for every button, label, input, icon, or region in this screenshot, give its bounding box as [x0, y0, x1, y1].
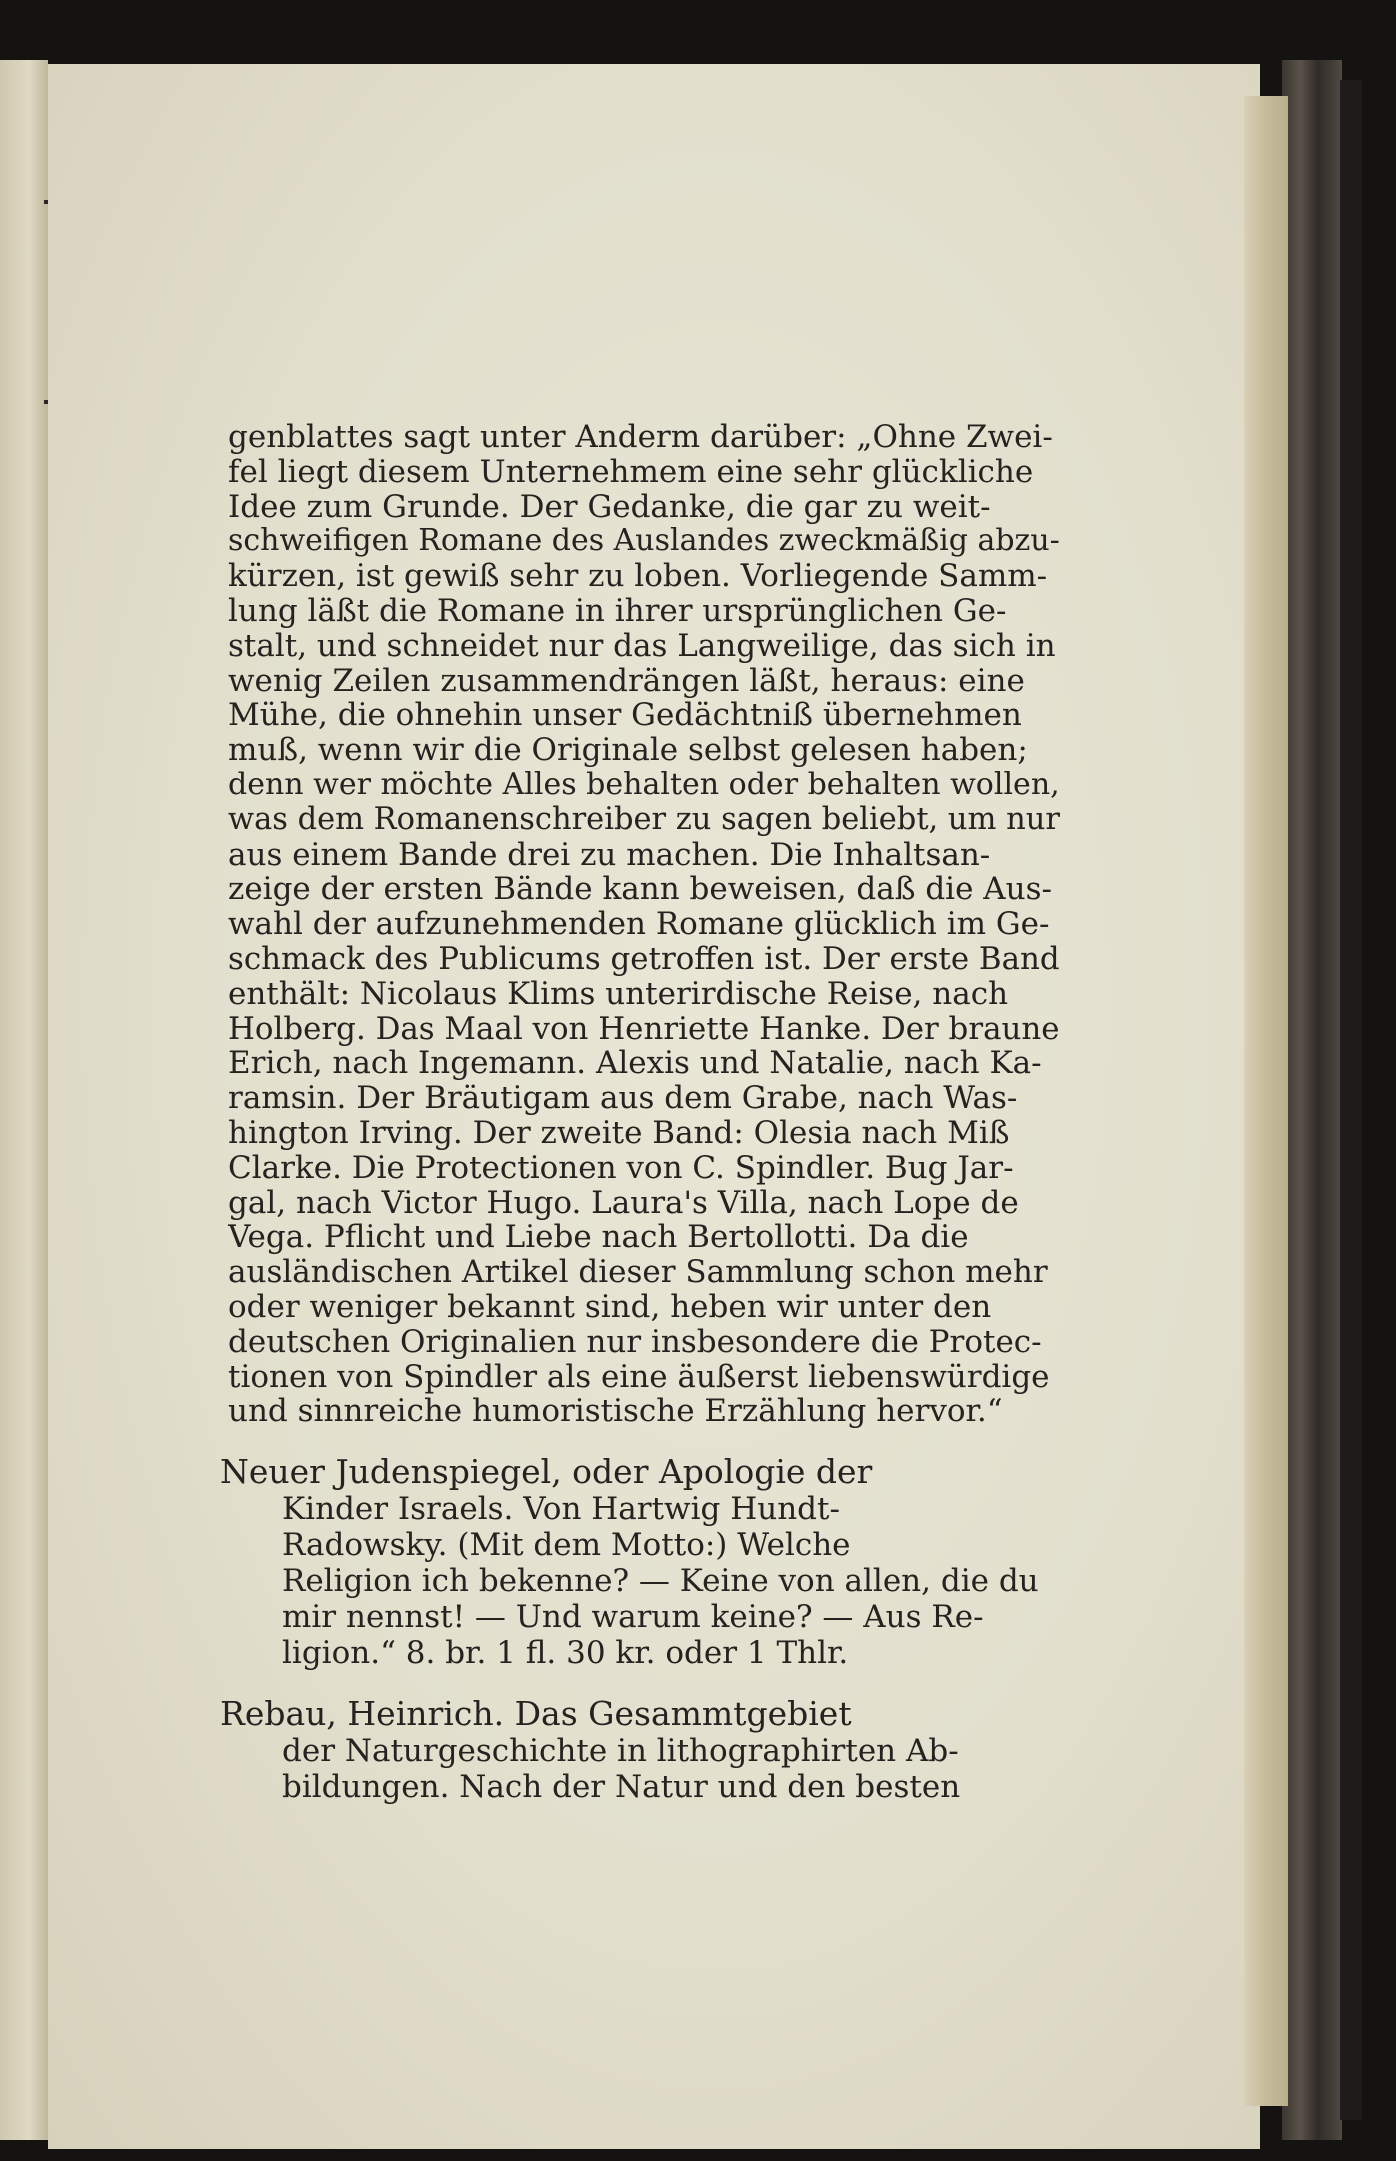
entry-line: mir nennst! — Und warum keine? — Aus Re-	[282, 1599, 984, 1636]
text-line: Mühe, die ohnehin unser Gedächtniß übernehmen	[228, 698, 1022, 734]
catalog-entry-judenspiegel	[220, 1452, 1060, 1672]
page-fore-edge	[1244, 96, 1288, 2106]
entry-line: Kinder Israels. Von Hartwig Hundt-	[282, 1491, 840, 1528]
text-line: Idee zum Grunde. Der Gedanke, die gar zu weit-	[228, 489, 991, 525]
text-line: was dem Romanenschreiber zu sagen beliebt, um nur	[228, 802, 1060, 837]
text-line: denn wer möchte Alles behalten oder behalten wollen,	[228, 767, 1060, 802]
binding-edge	[1340, 80, 1362, 2120]
page-text	[220, 420, 1060, 1806]
entry-line: Radowsky. (Mit dem Motto:) Welche	[282, 1527, 851, 1564]
entry-line: Religion ich bekenne? — Keine von allen, die du	[282, 1563, 1039, 1600]
book-spine	[1282, 60, 1342, 2140]
entry-heading-line: Rebau, Heinrich. Das Gesammtgebiet	[220, 1694, 852, 1734]
entry-line: bildungen. Nach der Natur und den besten	[282, 1769, 961, 1806]
text-line: enthält: Nicolaus Klims unterirdische Reise, nach	[228, 976, 1009, 1012]
text-line: wahl der aufzunehmenden Romane glücklich im Ge-	[228, 907, 1050, 942]
text-line: Holberg. Das Maal von Henriette Hanke. Der braune	[228, 1011, 1060, 1047]
text-line: Erich, nach Ingemann. Alexis und Natalie, nach Ka-	[228, 1046, 1042, 1082]
review-paragraph	[228, 420, 1060, 1429]
text-line: zeige der ersten Bände kann beweisen, daß die Aus-	[228, 872, 1053, 908]
text-line: genblattes sagt unter Anderm darüber: „Ohne Zwei-	[228, 420, 1053, 455]
entry-line: ligion.“ 8. br. 1 fl. 30 kr. oder 1 Thlr.	[282, 1635, 849, 1672]
text-line: fel liegt diesem Unternehmem eine sehr glückliche	[228, 454, 1034, 490]
text-line: tionen von Spindler als eine äußerst liebenswürdige	[228, 1359, 1050, 1395]
text-line: kürzen, ist gewiß sehr zu loben. Vorliegende Samm-	[228, 559, 1048, 594]
text-line: aus einem Bande drei zu machen. Die Inhaltsan-	[228, 837, 991, 873]
text-line: deutschen Originalien nur insbesondere die Protec-	[228, 1324, 1042, 1360]
catalog-entry-rebau	[220, 1694, 1060, 1806]
entry-line: der Naturgeschichte in lithographirten Ab-	[282, 1733, 959, 1770]
text-line: schmack des Publicums getroffen ist. Der erste Band	[228, 941, 1060, 977]
entry-heading-line: Neuer Judenspiegel, oder Apologie der	[220, 1452, 873, 1492]
text-line: wenig Zeilen zusammendrängen läßt, heraus: eine	[228, 663, 1025, 699]
text-line: gal, nach Victor Hugo. Laura's Villa, nach Lope de	[228, 1185, 1019, 1221]
previous-page-edge	[0, 60, 48, 2140]
text-line: Clarke. Die Protectionen von C. Spindler. Bug Jar-	[228, 1150, 1014, 1186]
text-line: Vega. Pflicht und Liebe nach Bertollotti. Da die	[228, 1220, 969, 1256]
text-line: stalt, und schneidet nur das Langweilige, das sich in	[228, 628, 1056, 664]
text-line: schweifigen Romane des Auslandes zweckmäßig abzu-	[228, 524, 1060, 559]
text-line: ramsin. Der Bräutigam aus dem Grabe, nach Was-	[228, 1081, 1018, 1116]
text-line: oder weniger bekannt sind, heben wir unter den	[228, 1289, 992, 1325]
text-line: lung läßt die Romane in ihrer ursprünglichen Ge-	[228, 593, 1007, 629]
text-line: hington Irving. Der zweite Band: Olesia nach Miß	[228, 1115, 1010, 1151]
text-line: muß, wenn wir die Originale selbst gelesen haben;	[228, 733, 1028, 768]
text-line: ausländischen Artikel dieser Sammlung schon mehr	[228, 1255, 1048, 1290]
text-line: und sinnreiche humoristische Erzählung hervor.“	[228, 1394, 1003, 1430]
